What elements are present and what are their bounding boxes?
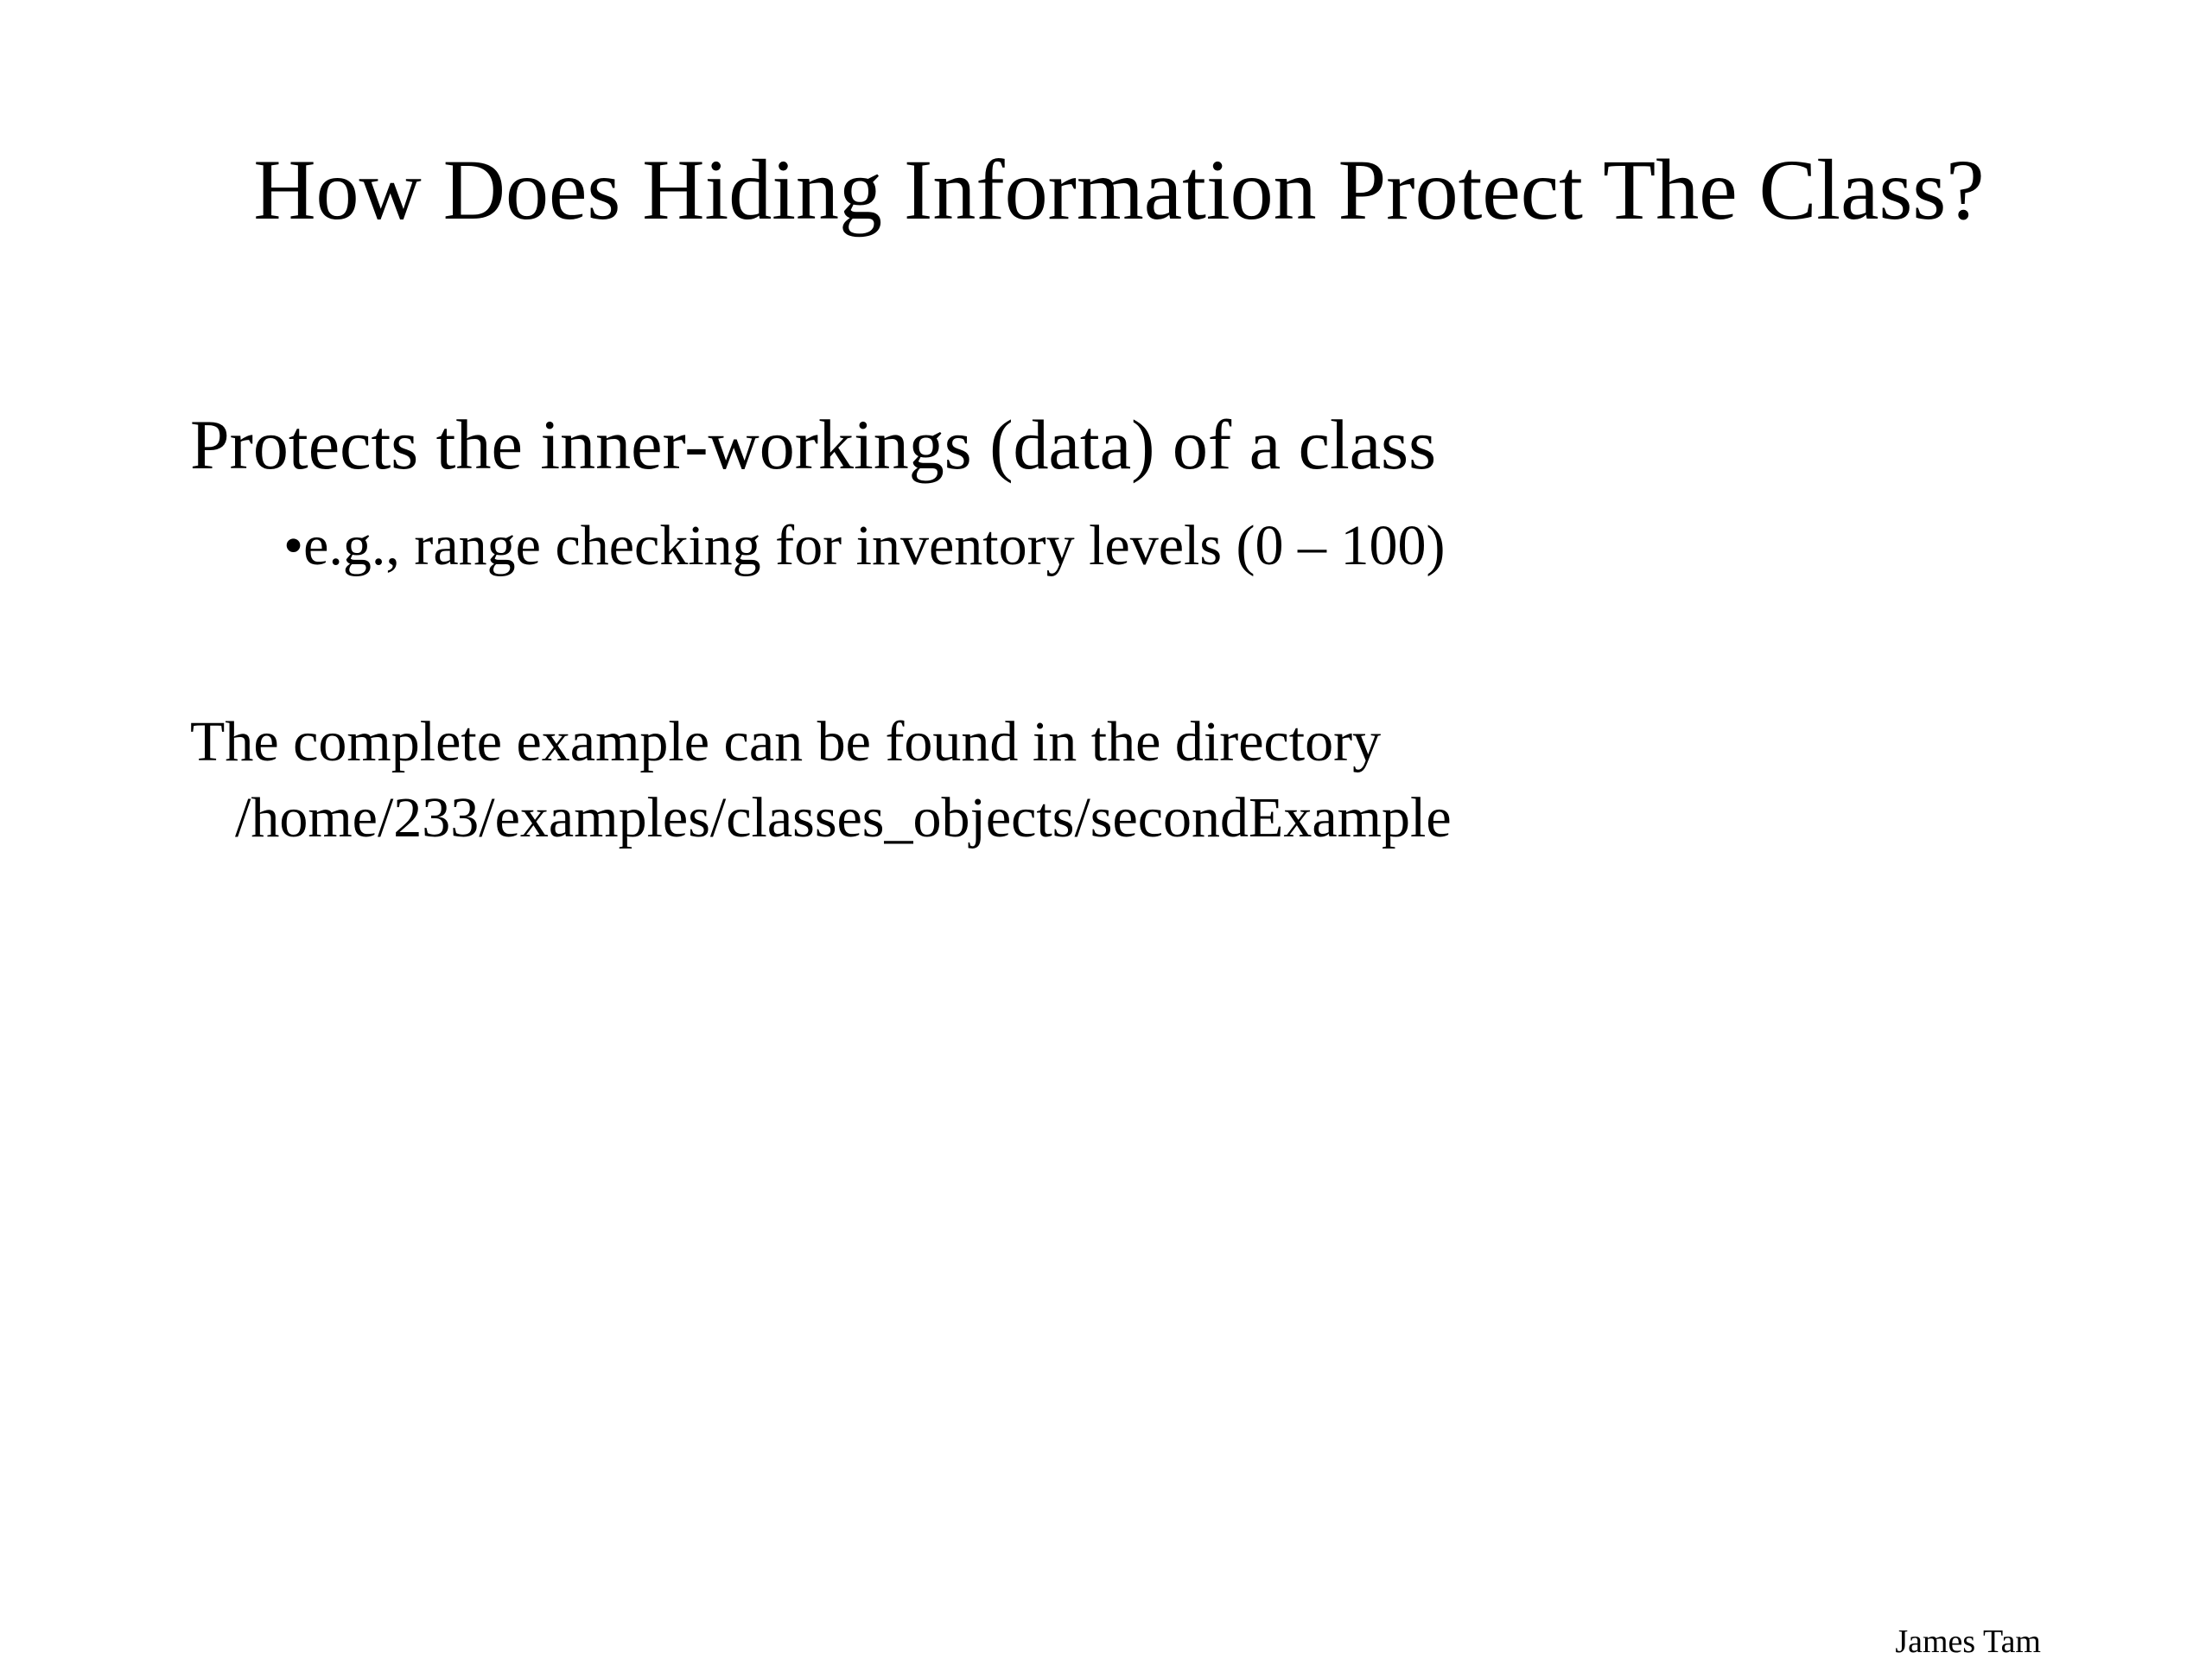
example-note: The complete example can be found in the directory <box>190 710 1382 773</box>
author-footer: James Tam <box>1895 1624 2041 1659</box>
bullet-point: Protects the inner-workings (data) of a class <box>190 405 1437 484</box>
sub-bullet-point: •e.g., range checking for inventory levels (0 – 100) <box>283 514 1446 577</box>
slide-title: How Does Hiding Information Protect The Class? <box>253 142 1985 238</box>
example-directory-path: /home/233/examples/classes_objects/secondExample <box>235 786 1452 849</box>
